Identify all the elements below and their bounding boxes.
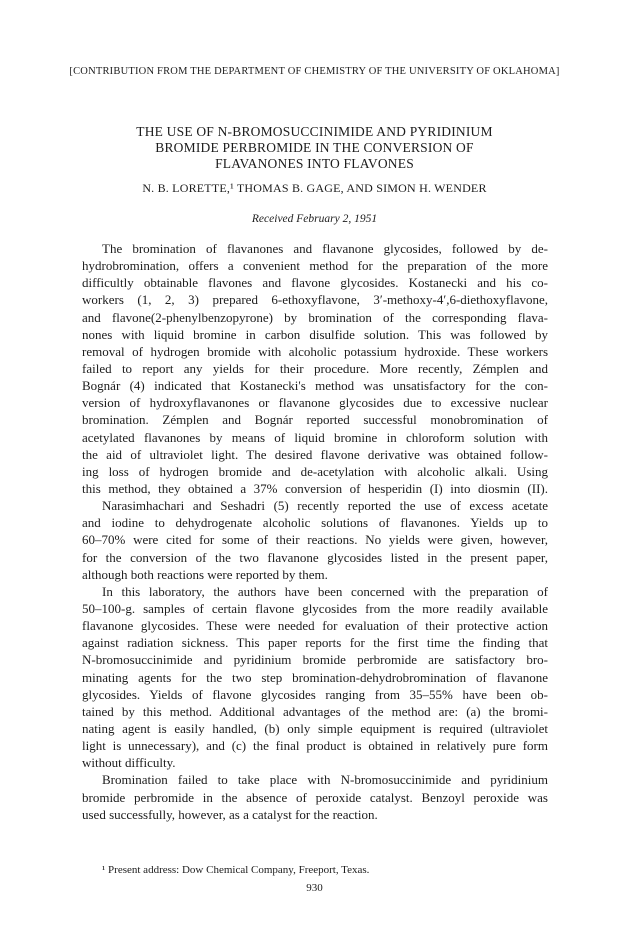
- body-line: In this laboratory, the authors have been concerned with the preparation of: [102, 583, 548, 599]
- body-line: although both reactions were reported by them.: [82, 566, 328, 582]
- body-line: bromination. Zémplen and Bognár reported successful monobromination of: [82, 412, 548, 428]
- body-line: failed to report any yields for their procedure. More recently, Zémplen and: [82, 360, 548, 376]
- body-line: acetylated flavanones by means of liquid bromine in chloroform solution with: [82, 429, 548, 445]
- contribution-header: [CONTRIBUTION FROM THE DEPARTMENT OF CHEMISTRY OF THE UNIVERSITY OF OKLAHOMA]: [69, 66, 560, 77]
- body-line: nones with liquid bromine in carbon disulfide solution. This was followed by: [82, 326, 548, 342]
- body-line: glycosides. Yields of flavone glycosides ranging from 35–55% have been ob-: [82, 686, 548, 702]
- body-line: light is unnecessary), and (c) the final product is obtained in relatively pure form: [82, 738, 548, 754]
- body-line: The bromination of flavanones and flavanone glycosides, followed by de-: [102, 241, 548, 256]
- body-line: bromide perbromide in the absence of peroxide catalyst. Benzoyl peroxide was: [82, 789, 548, 805]
- author-line: N. B. LORETTE,¹ THOMAS B. GAGE, AND SIMON H. WENDER: [142, 181, 487, 195]
- body-line: ing loss of hydrogen bromide and de-acetylation with alcoholic alkali. Using: [82, 463, 548, 479]
- body-line: N-bromosuccinimide and pyridinium bromide perbromide are satisfactory bro-: [82, 652, 548, 668]
- body-line: removal of hydrogen bromide with alcoholic potassium hydroxide. These workers: [82, 343, 548, 359]
- article-body: [82, 240, 548, 823]
- footnote: ¹ Present address: Dow Chemical Company, Freeport, Texas.: [102, 864, 370, 876]
- title-line: BROMIDE PERBROMIDE IN THE CONVERSION OF: [155, 140, 474, 155]
- body-line: 60–70% were cited for some of their reactions. No yields were given, however,: [82, 532, 548, 548]
- article-title: [0, 124, 629, 172]
- title-line: FLAVANONES INTO FLAVONES: [215, 156, 414, 171]
- body-line: and flavone(2-phenylbenzopyrone) by bromination of the corresponding flava-: [82, 309, 548, 325]
- body-line: tained by this method. Additional advantages of the method are: (a) the bromi-: [82, 703, 548, 719]
- page-number: 930: [306, 882, 323, 894]
- body-line: Bognár (4) indicated that Kostanecki's method was unsatisfactory for the con-: [82, 378, 548, 394]
- body-line: version of hydroxyflavanones or flavanone glycosides due to excessive nuclear: [82, 395, 548, 411]
- body-line: nating agent is easily handled, (b) only simple equipment is required (ultraviolet: [82, 720, 548, 736]
- body-line: hydrobromination, offers a convenient method for the preparation of the more: [82, 258, 548, 274]
- title-line: THE USE OF N-BROMOSUCCINIMIDE AND PYRIDINIUM: [136, 124, 493, 139]
- body-line: this method, they obtained a 37% conversion of hesperidin (I) into diosmin (II).: [82, 480, 548, 496]
- body-line: minating agents for the two step bromination-dehydrobromination of flavanone: [82, 669, 548, 685]
- body-line: for the conversion of the two flavanone glycosides listed in the present paper,: [82, 549, 548, 565]
- body-line: the aid of ultraviolet light. The desired flavone derivative was obtained follow-: [82, 446, 548, 462]
- body-line: used successfully, however, as a catalyst for the reaction.: [82, 806, 378, 822]
- body-line: without difficulty.: [82, 755, 176, 771]
- body-line: workers (1, 2, 3) prepared 6-ethoxyflavone, 3′-methoxy-4′,6-diethoxyflavone,: [82, 292, 548, 308]
- body-line: difficultly obtainable flavones and flavone glycosides. Kostanecki and his co-: [82, 275, 548, 291]
- body-line: Bromination failed to take place with N-bromosuccinimide and pyridinium: [102, 772, 548, 788]
- body-line: against radiation sickness. This paper reports for the first time the finding that: [82, 635, 548, 651]
- body-line: 50–100-g. samples of certain flavone glycosides from the more readily available: [82, 600, 548, 616]
- received-date: Received February 2, 1951: [251, 213, 378, 225]
- body-line: and iodine to dehydrogenate alcoholic solutions of flavanones. Yields up to: [82, 515, 548, 531]
- body-line: Narasimhachari and Seshadri (5) recently reported the use of excess acetate: [102, 498, 548, 514]
- body-line: flavanone glycosides. These were needed for evaluation of their protective action: [82, 618, 548, 634]
